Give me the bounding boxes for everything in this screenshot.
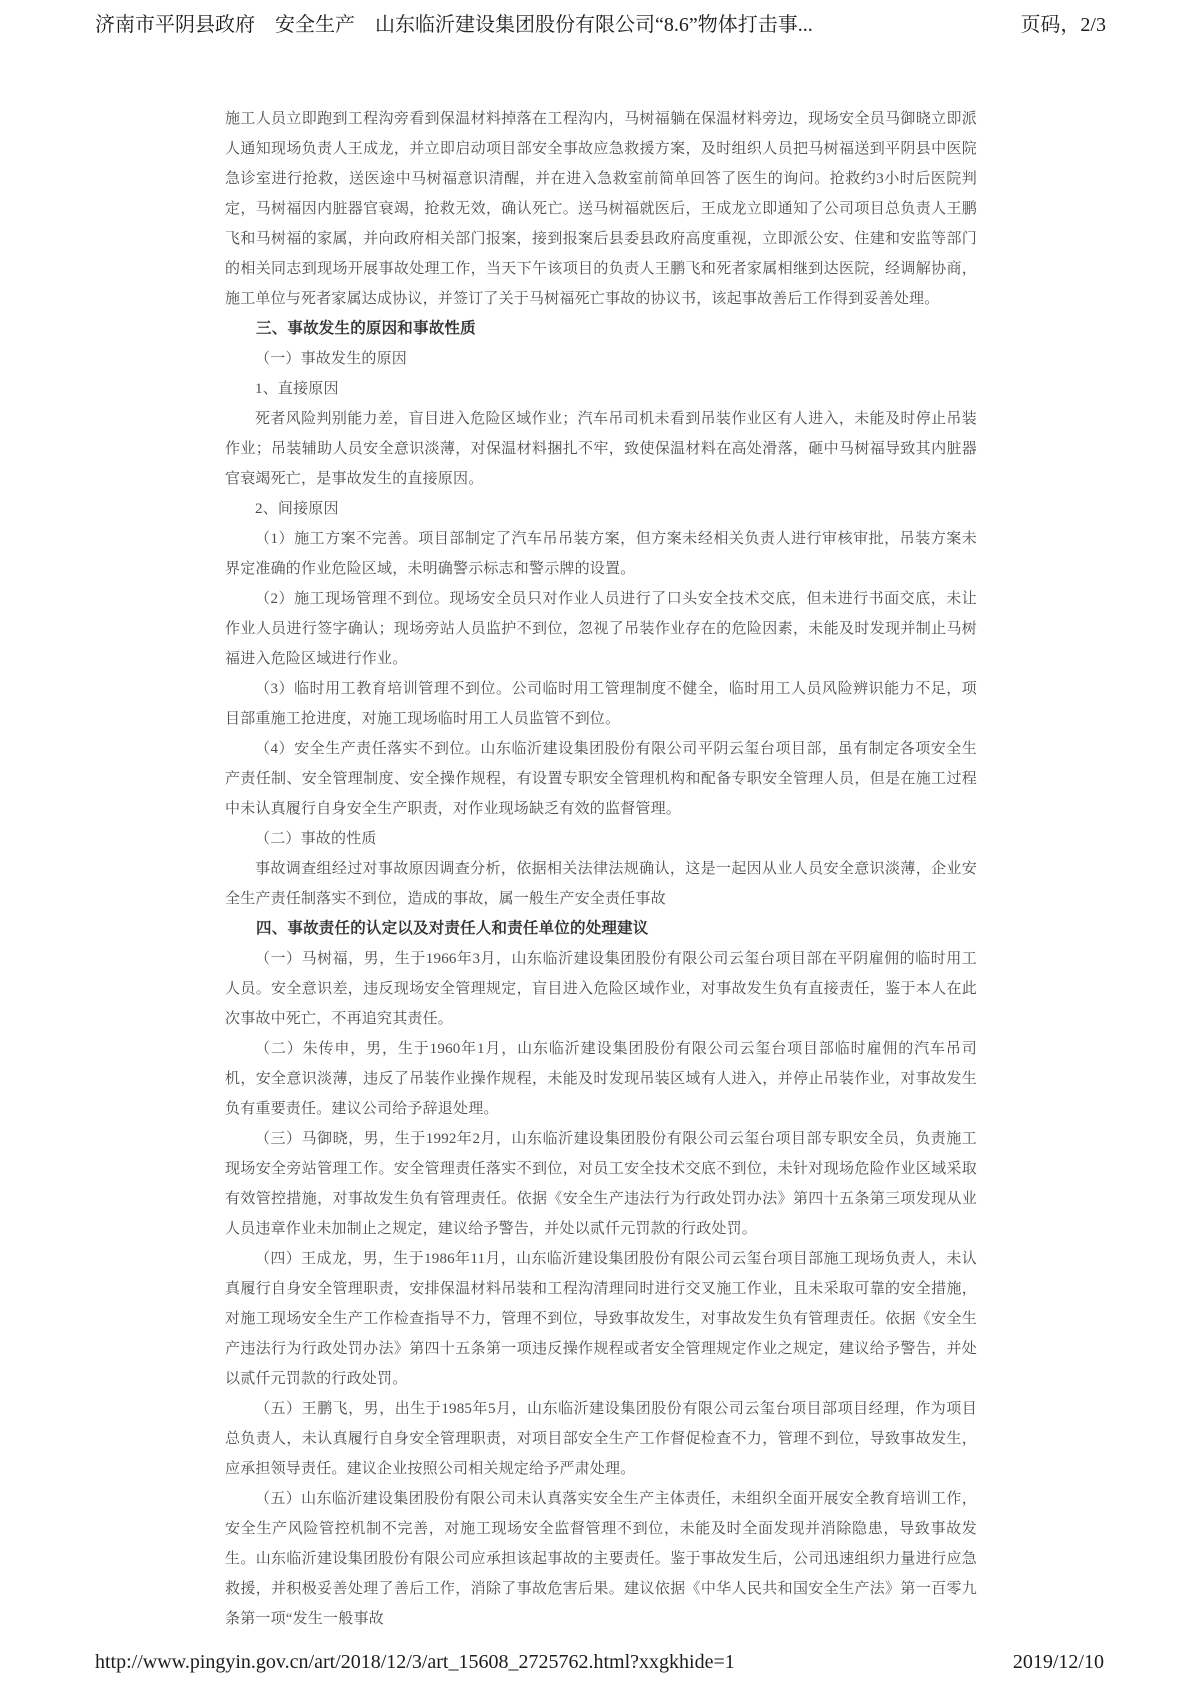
paragraph: （五）王鹏飞，男，出生于1985年5月，山东临沂建设集团股份有限公司云玺台项目部项目经理，作为项目总负责人，未认真履行自身安全管理职责，对项目部安全生产工作督促检查不力，管理不到位，导致事故发生，应承担领导责任。建议企业按照公司相关规定给予严肃处理。: [225, 1401, 977, 1477]
page-number: 页码，2/3: [1020, 14, 1106, 36]
subsection-heading: （二）事故的性质: [255, 831, 377, 847]
paragraph: （4）安全生产责任落实不到位。山东临沂建设集团股份有限公司平阴云玺台项目部，虽有制定各项安全生产责任制、安全管理制度、安全操作规程，有设置专职安全管理机构和配备专职安全管理人员，但是在施工过程中未认真履行自身安全生产职责，对作业现场缺乏有效的监督管理。: [225, 741, 977, 817]
paragraph: （五）山东临沂建设集团股份有限公司未认真落实安全生产主体责任，未组织全面开展安全教育培训工作，安全生产风险管控机制不完善，对施工现场安全监督管理不到位，未能及时全面发现并消除隐患，导致事故发生。山东临沂建设集团股份有限公司应承担该起事故的主要责任。鉴于事故发生后，公司迅速组织力量进行应急救援，并积极妥善处理了善后工作，消除了事故危害后果。建议依据《中华人民共和国安全生产法》第一百零九条第一项“发生一般事故: [225, 1491, 977, 1627]
paragraph: （二）朱传申，男，生于1960年1月，山东临沂建设集团股份有限公司云玺台项目部临时雇佣的汽车吊司机，安全意识淡薄，违反了吊装作业操作规程，未能及时发现吊装区域有人进入，并停止吊装作业，对事故发生负有重要责任。建议公司给予辞退处理。: [225, 1041, 977, 1117]
subsection-heading: 2、间接原因: [255, 501, 339, 517]
document-body: [225, 104, 977, 1634]
print-date: 2019/12/10: [1012, 1651, 1104, 1673]
print-header: [95, 8, 1106, 37]
section-heading-4: 四、事故责任的认定以及对责任人和责任单位的处理建议: [256, 920, 649, 937]
paragraph: 死者风险判别能力差，盲目进入危险区域作业；汽车吊司机未看到吊装作业区有人进入，未能及时停止吊装作业；吊装辅助人员安全意识淡薄，对保温材料捆扎不牢，致使保温材料在高处滑落，砸中马树福导致其内脏器官衰竭死亡，是事故发生的直接原因。: [225, 411, 977, 487]
paragraph: 事故调查组经过对事故原因调查分析，依据相关法律法规确认，这是一起因从业人员安全意识淡薄，企业安全生产责任制落实不到位，造成的事故，属一般生产安全责任事故: [225, 861, 977, 907]
paragraph: （三）马御晓，男，生于1992年2月，山东临沂建设集团股份有限公司云玺台项目部专职安全员，负责施工现场安全旁站管理工作。安全管理责任落实不到位，对员工安全技术交底不到位，未针对现场危险作业区域采取有效管控措施，对事故发生负有管理责任。依据《安全生产违法行为行政处罚办法》第四十五条第三项发现从业人员违章作业未加制止之规定，建议给予警告，并处以贰仟元罚款的行政处罚。: [225, 1131, 977, 1237]
paragraph: （四）王成龙，男，生于1986年11月，山东临沂建设集团股份有限公司云玺台项目部施工现场负责人，未认真履行自身安全管理职责，安排保温材料吊装和工程沟清理同时进行交叉施工作业，且未采取可靠的安全措施，对施工现场安全生产工作检查指导不力，管理不到位，导致事故发生，对事故发生负有管理责任。依据《安全生产违法行为行政处罚办法》第四十五条第一项违反操作规程或者安全管理规定作业之规定，建议给予警告，并处以贰仟元罚款的行政处罚。: [225, 1251, 977, 1387]
subsection-heading: （一）事故发生的原因: [255, 351, 408, 367]
source-url: http://www.pingyin.gov.cn/art/2018/12/3/art_15608_2725762.html?xxgkhide=1: [95, 1651, 735, 1673]
paragraph: （1）施工方案不完善。项目部制定了汽车吊吊装方案，但方案未经相关负责人进行审核审批，吊装方案未界定准确的作业危险区域，未明确警示标志和警示牌的设置。: [225, 531, 977, 577]
print-footer: [95, 1651, 1106, 1674]
paragraph-continuation: 施工人员立即跑到工程沟旁看到保温材料掉落在工程沟内，马树福躺在保温材料旁边，现场安全员马御晓立即派人通知现场负责人王成龙，并立即启动项目部安全事故应急救援方案，及时组织人员把马树福送到平阴县中医院急诊室进行抢救，送医途中马树福意识清醒，并在进入急救室前简单回答了医生的询问。抢救约3小时后医院判定，马树福因内脏器官衰竭，抢救无效，确认死亡。送马树福就医后，王成龙立即通知了公司项目总负责人王鹏飞和马树福的家属，并向政府相关部门报案，接到报案后县委县政府高度重视，立即派公安、住建和安监等部门的相关同志到现场开展事故处理工作，当天下午该项目的负责人王鹏飞和死者家属相继到达医院，经调解协商，施工单位与死者家属达成协议，并签订了关于马树福死亡事故的协议书，该起事故善后工作得到妥善处理。: [225, 111, 977, 307]
paragraph: （3）临时用工教育培训管理不到位。公司临时用工管理制度不健全，临时用工人员风险辨识能力不足，项目部重施工抢进度，对施工现场临时用工人员监管不到位。: [225, 681, 977, 727]
section-heading-3: 三、事故发生的原因和事故性质: [256, 320, 476, 337]
paragraph: （2）施工现场管理不到位。现场安全员只对作业人员进行了口头安全技术交底，但未进行书面交底，未让作业人员进行签字确认；现场旁站人员监护不到位，忽视了吊装作业存在的危险因素，未能及时发现并制止马树福进入危险区域进行作业。: [225, 591, 977, 667]
document-title: 济南市平阴县政府 安全生产 山东临沂建设集团股份有限公司“8.6”物体打击事...: [95, 14, 813, 36]
subsection-heading: 1、直接原因: [255, 381, 339, 397]
paragraph: （一）马树福，男，生于1966年3月，山东临沂建设集团股份有限公司云玺台项目部在平阴雇佣的临时用工人员。安全意识差，违反现场安全管理规定，盲目进入危险区域作业，对事故发生负有直接责任，鉴于本人在此次事故中死亡，不再追究其责任。: [225, 951, 977, 1027]
